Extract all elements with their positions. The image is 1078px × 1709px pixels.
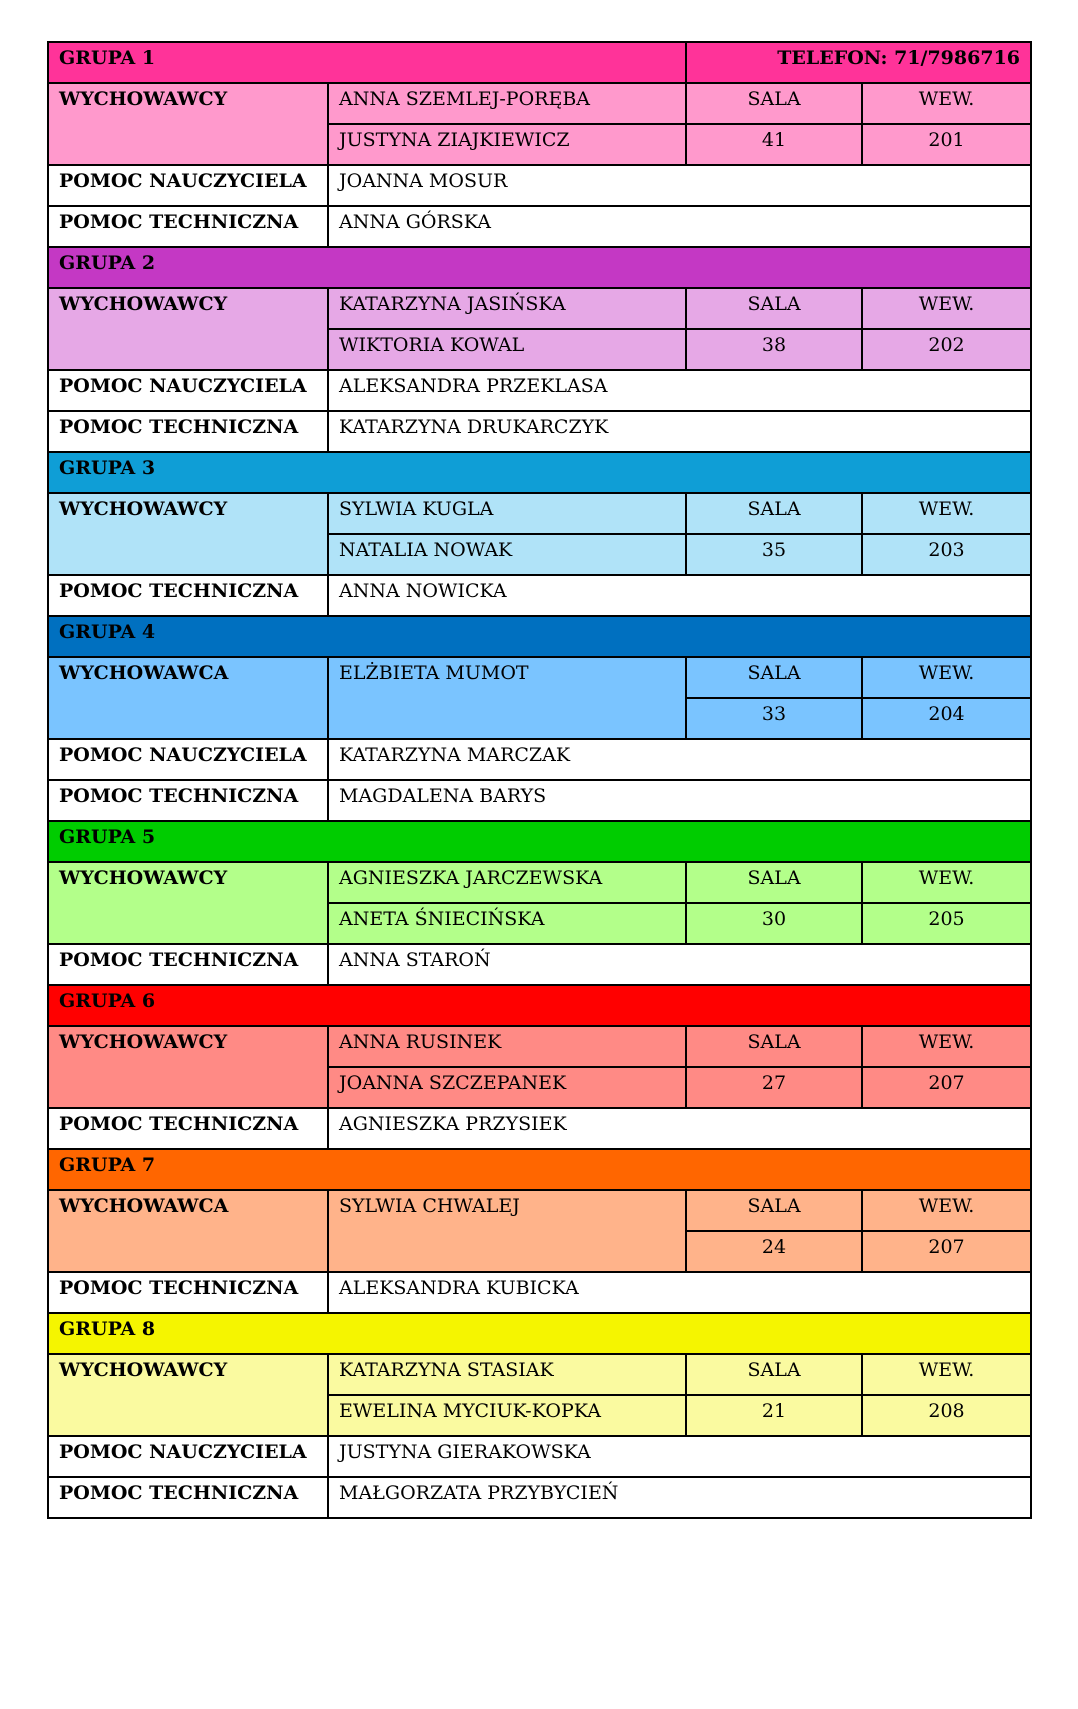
caretaker-name: KATARZYNA STASIAK <box>328 1354 686 1395</box>
extension-label: WEW. <box>862 288 1031 329</box>
helper-row <box>48 1436 1031 1477</box>
helper-role: POMOC NAUCZYCIELA <box>48 1436 328 1477</box>
extension-number: 202 <box>862 329 1031 370</box>
helper-name: ALEKSANDRA PRZEKLASA <box>328 370 1031 411</box>
room-number: 24 <box>686 1231 862 1272</box>
helper-row <box>48 739 1031 780</box>
helper-name: ANNA NOWICKA <box>328 575 1031 616</box>
helper-row <box>48 1272 1031 1313</box>
helper-name: JUSTYNA GIERAKOWSKA <box>328 1436 1031 1477</box>
room-number: 33 <box>686 698 862 739</box>
extension-number: 204 <box>862 698 1031 739</box>
caretaker-name: ANNA SZEMLEJ-PORĘBA <box>328 83 686 124</box>
helper-name: ANNA GÓRSKA <box>328 206 1031 247</box>
extension-number: 207 <box>862 1067 1031 1108</box>
caretaker-label: WYCHOWAWCY <box>48 493 328 575</box>
extension-number: 203 <box>862 534 1031 575</box>
extension-number: 208 <box>862 1395 1031 1436</box>
helper-role: POMOC TECHNICZNA <box>48 1108 328 1149</box>
phone-number: TELEFON: 71/7986716 <box>686 42 1031 83</box>
caretaker-name: WIKTORIA KOWAL <box>328 329 686 370</box>
room-label: SALA <box>686 1026 862 1067</box>
caretaker-row <box>48 1026 1031 1067</box>
helper-name: MAGDALENA BARYS <box>328 780 1031 821</box>
extension-label: WEW. <box>862 657 1031 698</box>
caretaker-name: ANETA ŚNIECIŃSKA <box>328 903 686 944</box>
helper-row <box>48 165 1031 206</box>
group-header-row <box>48 1313 1031 1354</box>
helper-role: POMOC NAUCZYCIELA <box>48 739 328 780</box>
helper-name: JOANNA MOSUR <box>328 165 1031 206</box>
caretaker-label: WYCHOWAWCA <box>48 1190 328 1272</box>
caretaker-label: WYCHOWAWCY <box>48 288 328 370</box>
helper-role: POMOC TECHNICZNA <box>48 206 328 247</box>
extension-label: WEW. <box>862 1354 1031 1395</box>
group-header-row <box>48 821 1031 862</box>
caretaker-row <box>48 493 1031 534</box>
caretaker-row <box>48 1354 1031 1395</box>
caretaker-label: WYCHOWAWCY <box>48 83 328 165</box>
extension-label: WEW. <box>862 83 1031 124</box>
caretaker-row <box>48 1190 1031 1231</box>
caretaker-name: AGNIESZKA JARCZEWSKA <box>328 862 686 903</box>
extension-label: WEW. <box>862 493 1031 534</box>
groups-table <box>47 41 1032 1519</box>
caretaker-name: KATARZYNA JASIŃSKA <box>328 288 686 329</box>
helper-row <box>48 370 1031 411</box>
caretaker-label: WYCHOWAWCA <box>48 657 328 739</box>
room-label: SALA <box>686 493 862 534</box>
extension-label: WEW. <box>862 862 1031 903</box>
group-title: GRUPA 2 <box>48 247 1031 288</box>
room-number: 35 <box>686 534 862 575</box>
helper-row <box>48 1477 1031 1518</box>
helper-role: POMOC NAUCZYCIELA <box>48 370 328 411</box>
group-header-row <box>48 42 1031 83</box>
room-label: SALA <box>686 288 862 329</box>
room-number: 30 <box>686 903 862 944</box>
helper-name: KATARZYNA DRUKARCZYK <box>328 411 1031 452</box>
caretaker-row <box>48 862 1031 903</box>
group-title: GRUPA 1 <box>48 42 686 83</box>
group-title: GRUPA 8 <box>48 1313 1031 1354</box>
group-header-row <box>48 1149 1031 1190</box>
group-title: GRUPA 7 <box>48 1149 1031 1190</box>
room-number: 38 <box>686 329 862 370</box>
room-label: SALA <box>686 657 862 698</box>
group-title: GRUPA 6 <box>48 985 1031 1026</box>
caretaker-label: WYCHOWAWCY <box>48 1026 328 1108</box>
group-title: GRUPA 4 <box>48 616 1031 657</box>
caretaker-name: EWELINA MYCIUK-KOPKA <box>328 1395 686 1436</box>
extension-number: 201 <box>862 124 1031 165</box>
room-label: SALA <box>686 862 862 903</box>
helper-name: KATARZYNA MARCZAK <box>328 739 1031 780</box>
helper-role: POMOC TECHNICZNA <box>48 1477 328 1518</box>
helper-role: POMOC NAUCZYCIELA <box>48 165 328 206</box>
helper-row <box>48 780 1031 821</box>
helper-name: MAŁGORZATA PRZYBYCIEŃ <box>328 1477 1031 1518</box>
group-title: GRUPA 5 <box>48 821 1031 862</box>
caretaker-row <box>48 288 1031 329</box>
caretaker-row <box>48 83 1031 124</box>
extension-number: 207 <box>862 1231 1031 1272</box>
caretaker-name: JUSTYNA ZIAJKIEWICZ <box>328 124 686 165</box>
helper-role: POMOC TECHNICZNA <box>48 944 328 985</box>
caretaker-name: ANNA RUSINEK <box>328 1026 686 1067</box>
helper-row <box>48 944 1031 985</box>
helper-row <box>48 411 1031 452</box>
caretaker-name: JOANNA SZCZEPANEK <box>328 1067 686 1108</box>
caretaker-name: SYLWIA KUGLA <box>328 493 686 534</box>
helper-row <box>48 1108 1031 1149</box>
caretaker-label: WYCHOWAWCY <box>48 1354 328 1436</box>
extension-label: WEW. <box>862 1190 1031 1231</box>
caretaker-row <box>48 657 1031 698</box>
group-header-row <box>48 452 1031 493</box>
caretaker-name: SYLWIA CHWALEJ <box>328 1190 686 1272</box>
room-number: 27 <box>686 1067 862 1108</box>
caretaker-label: WYCHOWAWCY <box>48 862 328 944</box>
helper-role: POMOC TECHNICZNA <box>48 780 328 821</box>
group-header-row <box>48 616 1031 657</box>
helper-role: POMOC TECHNICZNA <box>48 1272 328 1313</box>
room-label: SALA <box>686 83 862 124</box>
extension-label: WEW. <box>862 1026 1031 1067</box>
helper-row <box>48 575 1031 616</box>
groups-table-body <box>48 42 1031 1518</box>
room-label: SALA <box>686 1354 862 1395</box>
room-label: SALA <box>686 1190 862 1231</box>
helper-name: AGNIESZKA PRZYSIEK <box>328 1108 1031 1149</box>
helper-role: POMOC TECHNICZNA <box>48 575 328 616</box>
helper-name: ALEKSANDRA KUBICKA <box>328 1272 1031 1313</box>
helper-row <box>48 206 1031 247</box>
extension-number: 205 <box>862 903 1031 944</box>
room-number: 21 <box>686 1395 862 1436</box>
room-number: 41 <box>686 124 862 165</box>
caretaker-name: NATALIA NOWAK <box>328 534 686 575</box>
group-header-row <box>48 247 1031 288</box>
helper-role: POMOC TECHNICZNA <box>48 411 328 452</box>
helper-name: ANNA STAROŃ <box>328 944 1031 985</box>
caretaker-name: ELŻBIETA MUMOT <box>328 657 686 739</box>
group-header-row <box>48 985 1031 1026</box>
group-title: GRUPA 3 <box>48 452 1031 493</box>
